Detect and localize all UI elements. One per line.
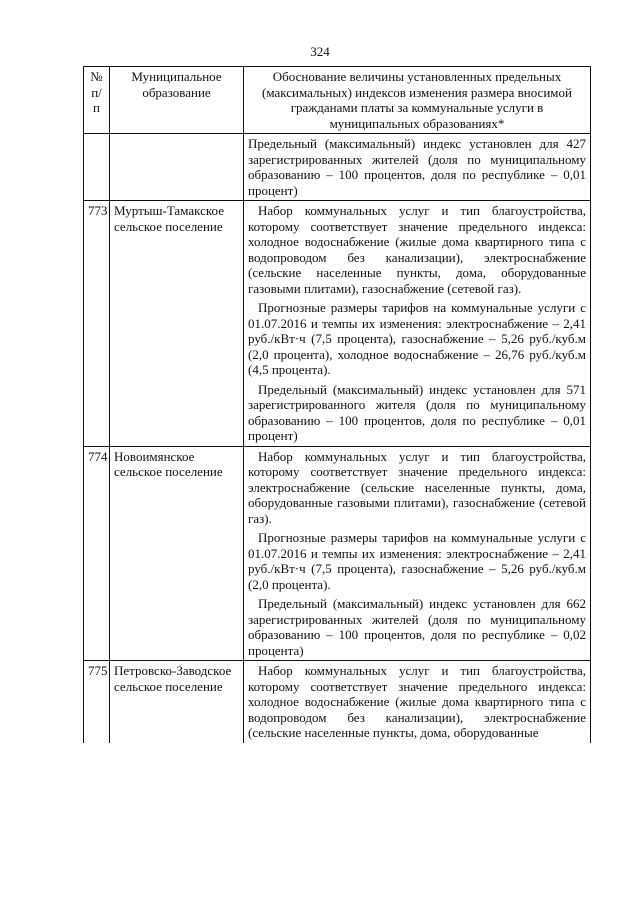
justification-paragraph: Набор коммунальных услуг и тип благоустройства, которому соответствует значение предельного индекса: электроснабжение (сельские населенные пункты, дома, оборудованные газовыми плитами), газоснабжение (сетевой газ).: [248, 448, 586, 526]
justification-paragraph: Предельный (максимальный) индекс установлен для 571 зарегистрированного жителя (доля по муниципальному образованию – 100 процентов, доля по республике – 0,01 процент): [248, 381, 586, 443]
row-justification: [244, 201, 591, 447]
justification-paragraph: Предельный (максимальный) индекс установлен для 662 зарегистрированных жителей (доля по муниципальному образованию – 100 процентов, доля по республике – 0,02 процента): [248, 596, 586, 658]
header-justification: Обоснование величины установленных предельных (максимальных) индексов изменения размера вносимой гражданами платы за коммунальные услуги в муниципальных образованиях*: [244, 67, 591, 134]
justification-paragraph: Прогнозные размеры тарифов на коммунальные услуги с 01.07.2016 и темпы их изменения: электроснабжение – 2,41 руб./кВт·ч (7,5 процента), газоснабжение – 5,26 руб./куб.м (2,0 процента).: [248, 530, 586, 592]
row-justification: [244, 661, 591, 743]
justification-paragraph: Набор коммунальных услуг и тип благоустройства, которому соответствует значение предельного индекса: холодное водоснабжение (жилые дома квартирного типа с водопроводом без канализации), электроснабжение (сельские населенные пункты, дома, оборудованные: [248, 663, 586, 740]
row-justification: [244, 446, 591, 661]
header-number: № п/п: [84, 67, 110, 134]
table-row-775: [84, 661, 591, 743]
justification-paragraph: Набор коммунальных услуг и тип благоустройства, которому соответствует значение предельного индекса: холодное водоснабжение (жилые дома квартирного типа с водопроводом без канализации), электроснабжение (сельские населенные пункты, дома, оборудованные газовыми плитами), газоснабжение (сетевой газ).: [248, 203, 586, 296]
row-municipality: Муртыш-Тамакское сельское поселение: [110, 201, 244, 447]
row-number: 775: [84, 661, 110, 743]
table-row-773: [84, 201, 591, 447]
row-justification: [244, 134, 591, 201]
table-row-continuation: [84, 134, 591, 201]
header-municipality: Муниципальное образование: [110, 67, 244, 134]
table-header-row: [84, 67, 591, 134]
row-number: [84, 134, 110, 201]
municipal-index-table: [83, 66, 591, 743]
row-municipality: [110, 134, 244, 201]
row-municipality: Петровско-Заводское сельское поселение: [110, 661, 244, 743]
row-municipality: Новоимянское сельское поселение: [110, 446, 244, 661]
justification-paragraph: Прогнозные размеры тарифов на коммунальные услуги с 01.07.2016 и темпы их изменения: электроснабжение – 2,41 руб./кВт·ч (7,5 процента), газоснабжение – 5,26 руб./куб.м (2,0 процента), холодное водоснабжение – 26,76 руб./куб.м (4,5 процента).: [248, 300, 586, 377]
row-number: 773: [84, 201, 110, 447]
justification-paragraph: Предельный (максимальный) индекс установлен для 427 зарегистрированных жителей (доля по муниципальному образованию – 100 процентов, доля по республике – 0,01 процент): [248, 136, 586, 198]
row-number: 774: [84, 446, 110, 661]
table-row-774: [84, 446, 591, 661]
page-number: 324: [310, 44, 330, 59]
